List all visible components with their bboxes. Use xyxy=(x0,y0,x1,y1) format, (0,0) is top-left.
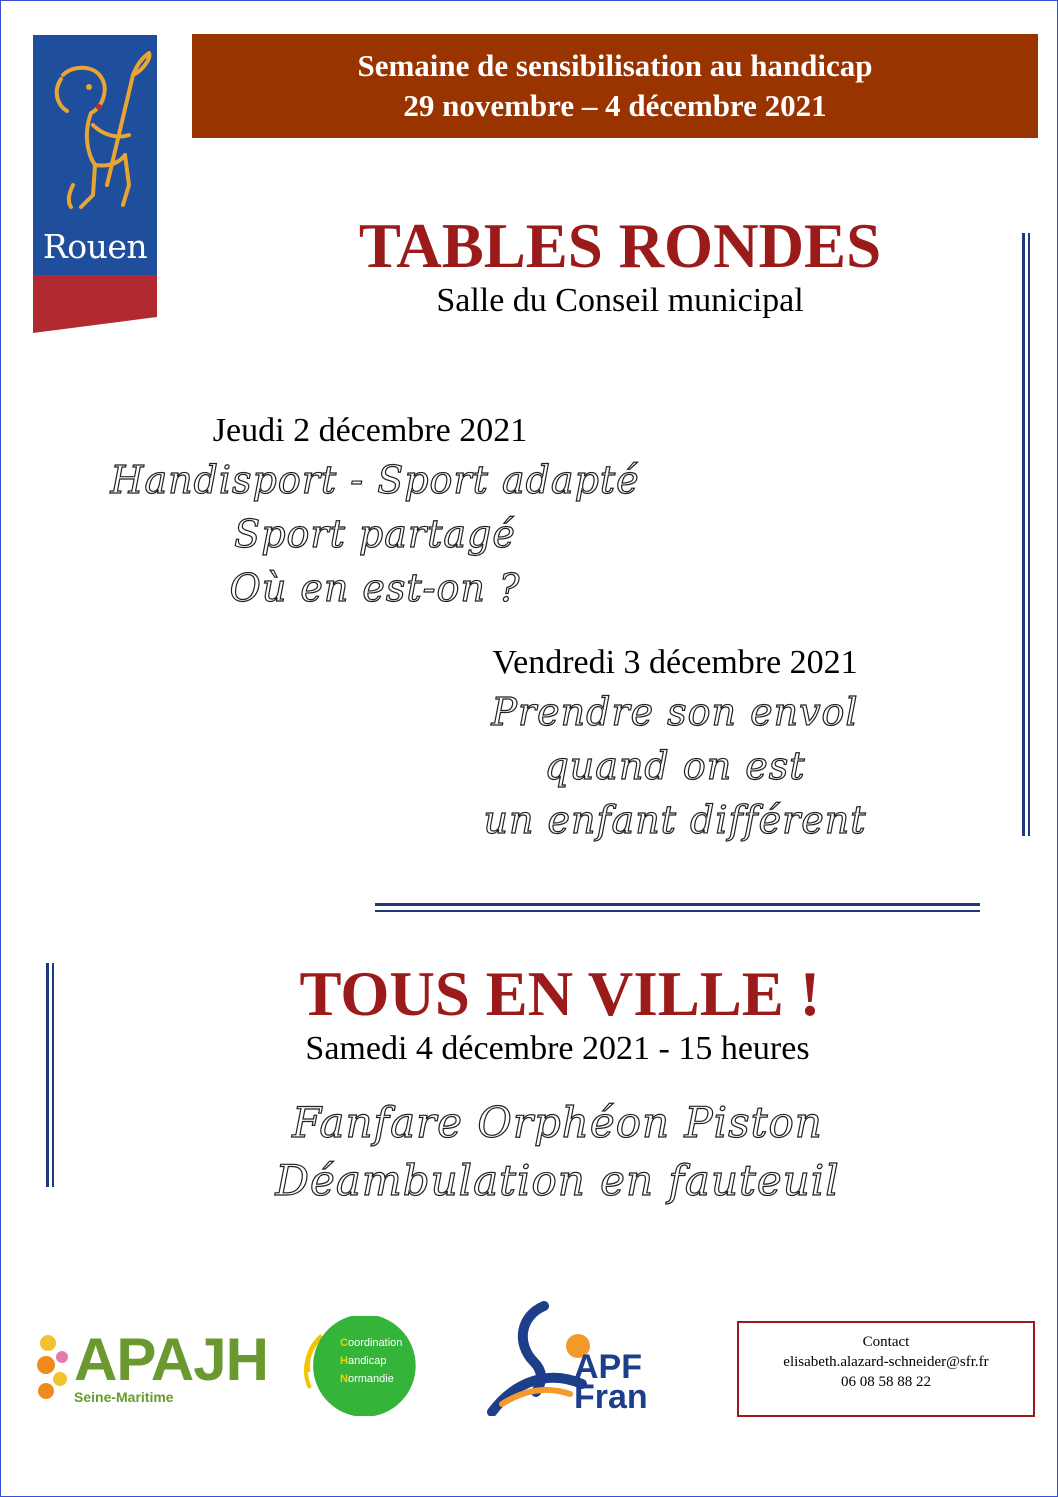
apf-wordmark: APF Fran xyxy=(574,1348,648,1416)
apajh-logo xyxy=(34,1325,268,1415)
tous-en-ville-title: TOUS EN VILLE ! xyxy=(299,959,821,1029)
rouen-logo xyxy=(33,35,157,335)
chn-logo xyxy=(300,1316,430,1416)
banner-title: Semaine de sensibilisation au handicap xyxy=(357,48,873,83)
header-banner xyxy=(192,34,1038,138)
day1-line3: Où en est-on ? xyxy=(229,566,521,610)
apajh-subtitle: Seine-Maritime xyxy=(74,1389,174,1405)
day1-line2: Sport partagé xyxy=(234,512,516,556)
tous-en-ville-date: Samedi 4 décembre 2021 - 15 heures xyxy=(305,1030,810,1067)
mid-double-rule-b xyxy=(375,910,980,912)
day2-line3: un enfant différent xyxy=(483,798,867,842)
apf-logo xyxy=(486,1300,666,1416)
left-double-rule-b xyxy=(52,963,54,1187)
left-double-rule-a xyxy=(46,963,49,1187)
right-double-rule-b xyxy=(1028,233,1030,836)
tous-en-ville-line2: Déambulation en fauteuil xyxy=(275,1156,840,1205)
banner-dates: 29 novembre – 4 décembre 2021 xyxy=(403,88,827,123)
contact-label: Contact xyxy=(862,1334,910,1350)
tables-rondes-venue: Salle du Conseil municipal xyxy=(436,282,804,319)
tous-en-ville-line1: Fanfare Orphéon Piston xyxy=(292,1098,823,1147)
day1-line1: Handisport - Sport adapté xyxy=(110,458,640,502)
apajh-wordmark: APAJH xyxy=(74,1326,268,1393)
flower-cluster-icon xyxy=(34,1329,74,1409)
day2-line2: quand on est xyxy=(544,744,806,788)
rouen-lamb-emblem-icon xyxy=(33,35,157,335)
day2-date: Vendredi 3 décembre 2021 xyxy=(492,644,858,681)
contact-phone: 06 08 58 88 22 xyxy=(841,1374,931,1390)
rouen-wordmark: Rouen xyxy=(42,227,148,266)
tables-rondes-title: TABLES RONDES xyxy=(358,211,882,281)
contact-box xyxy=(737,1321,1035,1417)
contact-email[interactable]: elisabeth.alazard-schneider@sfr.fr xyxy=(783,1354,989,1370)
day2-line1: Prendre son envol xyxy=(491,690,859,734)
right-double-rule-a xyxy=(1022,233,1025,836)
mid-double-rule-a xyxy=(375,903,980,906)
day1-date: Jeudi 2 décembre 2021 xyxy=(212,412,528,449)
chn-text: Coordination Handicap Normandie xyxy=(340,1337,403,1385)
